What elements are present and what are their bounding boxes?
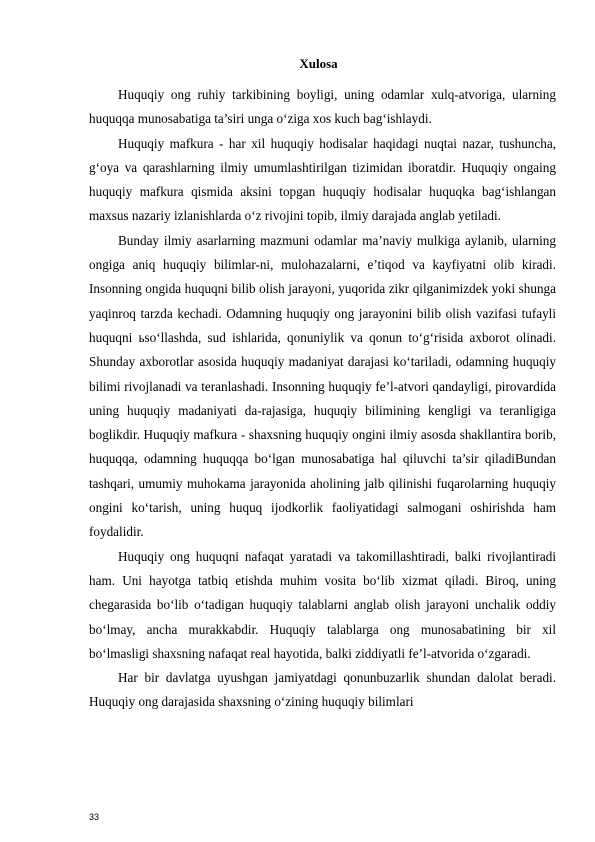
paragraph-1: Huquqiy ong ruhiy tarkibining boyligi, uning odamlar xulq-atvoriga, ularning huquqqa munosabatiga ta’siri unga o‘ziga xos kuch bag‘ishlaydi. [89,87,556,127]
paragraph-5: Har bir davlatga uyushgan jamiyatdagi qonunbuzarlik shundan dalolat beradi. Huquqiy ong darajasida shaxsning o‘zining huquqiy bilimlari [89,670,556,710]
page-number: 33 [89,812,100,822]
body-text [89,83,556,715]
paragraph-3: Bunday ilmiy asarlarning mazmuni odamlar ma’naviy mulkiga aylanib, ularning ongiga aniq huquqiy bilimlar-ni, mulohazalarni, e’tiqod va kayfiyatni olib kiradi. Insonning ongida huquqni bilib olish jarayoni, yuqorida zikr qilganimizdek yoki shunga yaqinroq tarzda kechadi. Odamning huquqiy ong jarayonini bilib olish vazifasi tufayli huquqni ьso‘llashda, sud ishlarida, qonuniylik va qonun to‘g‘risida axborot olinadi. Shunday axborotlar asosida huquqiy madaniyat darajasi ko‘tariladi, odamning huquqiy bilimi rivojlanadi va teranlashadi. Insonning huquqiy fe’l-atvori qandayligi, pirovardida uning huquqiy madaniyati da-rajasiga, huquqiy bilimining kengligi va teranligiga boglikdir. Huquqiy mafkura - shaxsning huquqiy ongini ilmiy asosda shakllantira borib, huquqqa, odamning huquqqa bo‘lgan munosabatiga hal qiluvchi ta’sir qiladiBundan tashqari, umumiy muhokama jarayonida aholining jalb qilinishi fuqarolarning huquqiy ongini ko‘tarish, uning huquq ijodkorlik faoliyatidagi salmogani oshirishda ham foydalidir. [89,232,556,540]
paragraph-4: Huquqiy ong huquqni nafaqat yaratadi va takomillashtiradi, balki rivojlantiradi ham. Uni hayotga tatbiq etishda muhim vosita bo‘lib xizmat qiladi. Biroq, uning chegarasida bo‘lib o‘tadigan huquqiy talablarni anglab olish jarayoni unchalik oddiy bo‘lmay, ancha murakkabdir. Huquqiy talablarga ong munosabatining bir xil bo‘lmasligi shaxsning nafaqat real hayotida, balki ziddiyatli fe’l-atvorida o‘zgaradi. [89,548,556,661]
paragraph-2: Huquqiy mafkura - har xil huquqiy hodisalar haqidagi nuqtai nazar, tushuncha, g‘oya va qarashlarning ilmiy umumlashtirilgan tizimidan iboratdir. Huquqiy ongaing huquqiy mafkura qismida aksini topgan huquqiy hodisalar huquqka bag‘ishlangan maxsus nazariy izlanishlarda o‘z rivojini topib, ilmiy darajada anglab yetiladi. [89,135,556,224]
section-title: Xulosa [299,56,338,71]
